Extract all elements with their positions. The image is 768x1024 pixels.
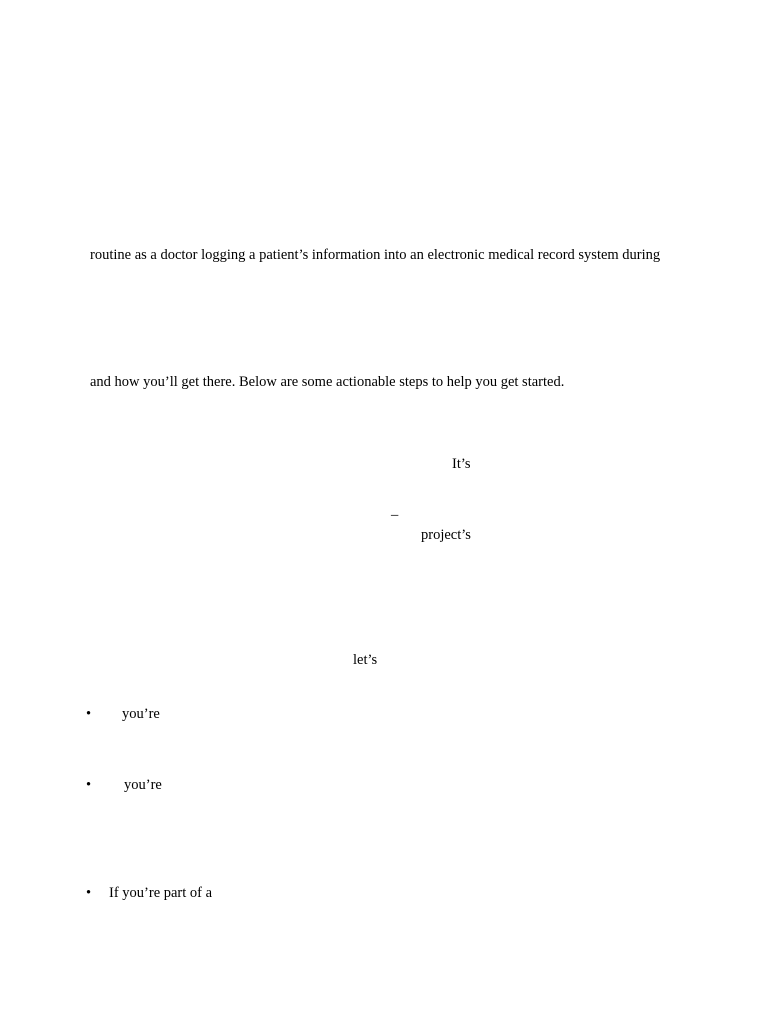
bullet-icon: • <box>86 777 92 793</box>
text-fragment: project’s <box>421 527 471 543</box>
text-fragment: It’s <box>452 456 471 472</box>
bullet-text: you’re <box>124 777 162 793</box>
paragraph-line: routine as a doctor logging a patient’s information into an electronic medical record system during <box>90 247 661 263</box>
text-fragment-dash: – <box>391 507 399 523</box>
bullet-icon: • <box>86 706 92 722</box>
paragraph-line: and how you’ll get there. Below are some actionable steps to help you get started. <box>90 374 565 390</box>
bullet-icon: • <box>86 885 92 901</box>
bullet-text: you’re <box>122 706 160 722</box>
text-fragment: let’s <box>353 652 378 668</box>
bullet-text: If you’re part of a <box>109 885 213 901</box>
